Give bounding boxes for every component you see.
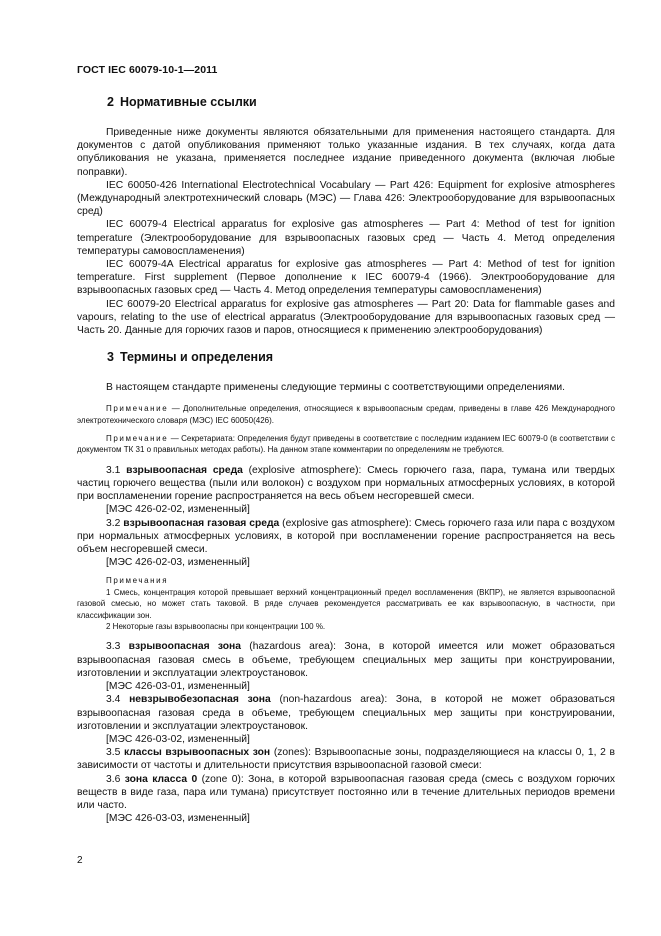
term-reference: [МЭС 426-02-02, измененный]	[106, 504, 250, 516]
section-2-heading: 2 Нормативные ссылки	[107, 95, 257, 109]
section-3-intro: В настоящем стандарте применены следующие термины с соответствующими определениями.	[106, 382, 566, 393]
term-3-6: 3.6 зона класса 0 (zone 0): Зона, в которой взрывоопасная газовая среда (смесь с воздухом горючих веществ в виде газа, пара или тумана) присутствует постоянно или в течение длительных периодов времени или часто.	[77, 773, 615, 811]
term-3-5: 3.5 классы взрывоопасных зон (zones): Взрывоопасные зоны, подразделяющиеся на классы 0, 1, 2 в зависимости от частоты и длительности присутствия взрывоопасной газовой смеси:	[77, 747, 615, 772]
note-item: 2 Некоторые газы взрывоопасны при концентрации 100 %.	[106, 622, 326, 632]
term-3-2: 3.2 взрывоопасная газовая среда (explosive gas atmosphere): Смесь горючего газа или пара с воздухом при нормальных атмосферных условиях, в которой при воспламенении горение распространяется на весь объем несгоревшей смеси.	[77, 517, 615, 556]
term-reference: [МЭС 426-03-02, измененный]	[106, 733, 250, 745]
notes-label: Примечания	[106, 576, 169, 586]
normative-reference: IEC 60050-426 International Electrotechnical Vocabulary — Part 426: Equipment for explosive atmospheres (Международный электротехнический словарь (МЭС) — Глава 426: Электрооборудование для взрывоопасных сред)	[77, 179, 615, 218]
page-number: 2	[77, 855, 83, 866]
section-2-intro: Приведенные ниже документы являются обязательными для применения настоящего стандарта. Для документов с датой опубликования применяют только указанные издания. В тех случаях, когда дата опубликования не указана, применяется последнее издание приведенного документа (включая любые поправки).	[77, 127, 615, 178]
term-reference: [МЭС 426-03-01, измененный]	[106, 681, 250, 693]
term-reference: [МЭС 426-03-03, измененный]	[106, 813, 250, 825]
note: Примечание — Секретариата: Определения будут приведены в соответствие с последним изданием IEC 60079-0 (в соответствии с документом ТК 31 о правильных методах работы). На данном этапе комментарии по определениям не требуются.	[77, 434, 615, 455]
section-3-heading: 3 Термины и определения	[107, 350, 274, 364]
section-2	[77, 95, 615, 109]
section-3	[77, 350, 615, 364]
normative-reference: IEC 60079-4A Electrical apparatus for explosive gas atmospheres — Part 4: Method of test for ignition temperature. First supplement (Первое дополнение к IEC 60079-4 (1966). Электрооборудование для взрывоопасных газовых сред — Часть 4. Метод определения температуры самовоспламенения)	[77, 259, 615, 297]
normative-reference: IEC 60079-4 Electrical apparatus for explosive gas atmospheres — Part 4: Method of test for ignition temperature (Электрооборудование для взрывоопасных газовых сред — Часть 4. Метод определения температуры самовоспламенения)	[77, 219, 615, 257]
normative-reference: IEC 60079-20 Electrical apparatus for explosive gas atmospheres — Part 20: Data for flammable gases and vapours, relating to the use of electrical apparatus (Электрооборудование для взрывоопасных газовых сред — Часть 20. Данные для горючих газов и паров, относящиеся к применению электрооборудования)	[77, 298, 615, 337]
section-2-body	[77, 126, 615, 337]
term-3-3: 3.3 взрывоопасная зона (hazardous area): Зона, в которой имеется или может образоваться взрывоопасная газовая смесь в объеме, требующем специальных мер защиты при конструировании, изготовлении и эксплуатации электроустановок.	[77, 641, 615, 679]
term-3-1: 3.1 взрывоопасная среда (explosive atmosphere): Смесь горючего газа, пара, тумана или твердых частиц горючего вещества (пыли или волокон) с воздухом при нормальных атмосферных условиях, в которой при воспламенении горение распространяется на весь объем несгоревшей смеси.	[77, 464, 615, 503]
note-item: 1 Смесь, концентрация которой превышает верхний концентрационный предел воспламенения (ВКПР), не является взрывоопасной газовой смесью, но может стать таковой. В ряде случаев рекомендуется рассматривать ее как взрывоопасную, в частности, при классификации зон.	[77, 587, 615, 620]
term-3-4: 3.4 невзрывобезопасная зона (non-hazardous area): Зона, в которой не может образоваться взрывоопасная газовая среда в объеме, требующем специальных мер защиты при конструировании, изготовлении и эксплуатации электроустановок.	[77, 694, 615, 732]
term-reference: [МЭС 426-02-03, измененный]	[106, 557, 250, 569]
document-header: ГОСТ IEC 60079-10-1—2011	[77, 64, 218, 76]
section-3-body	[77, 381, 615, 825]
note: Примечание — Дополнительные определения, относящиеся к взрывоопасным средам, приведены в главе 426 Международного электротехнического словаря (МЭС) IEC 60050(426).	[77, 404, 615, 425]
